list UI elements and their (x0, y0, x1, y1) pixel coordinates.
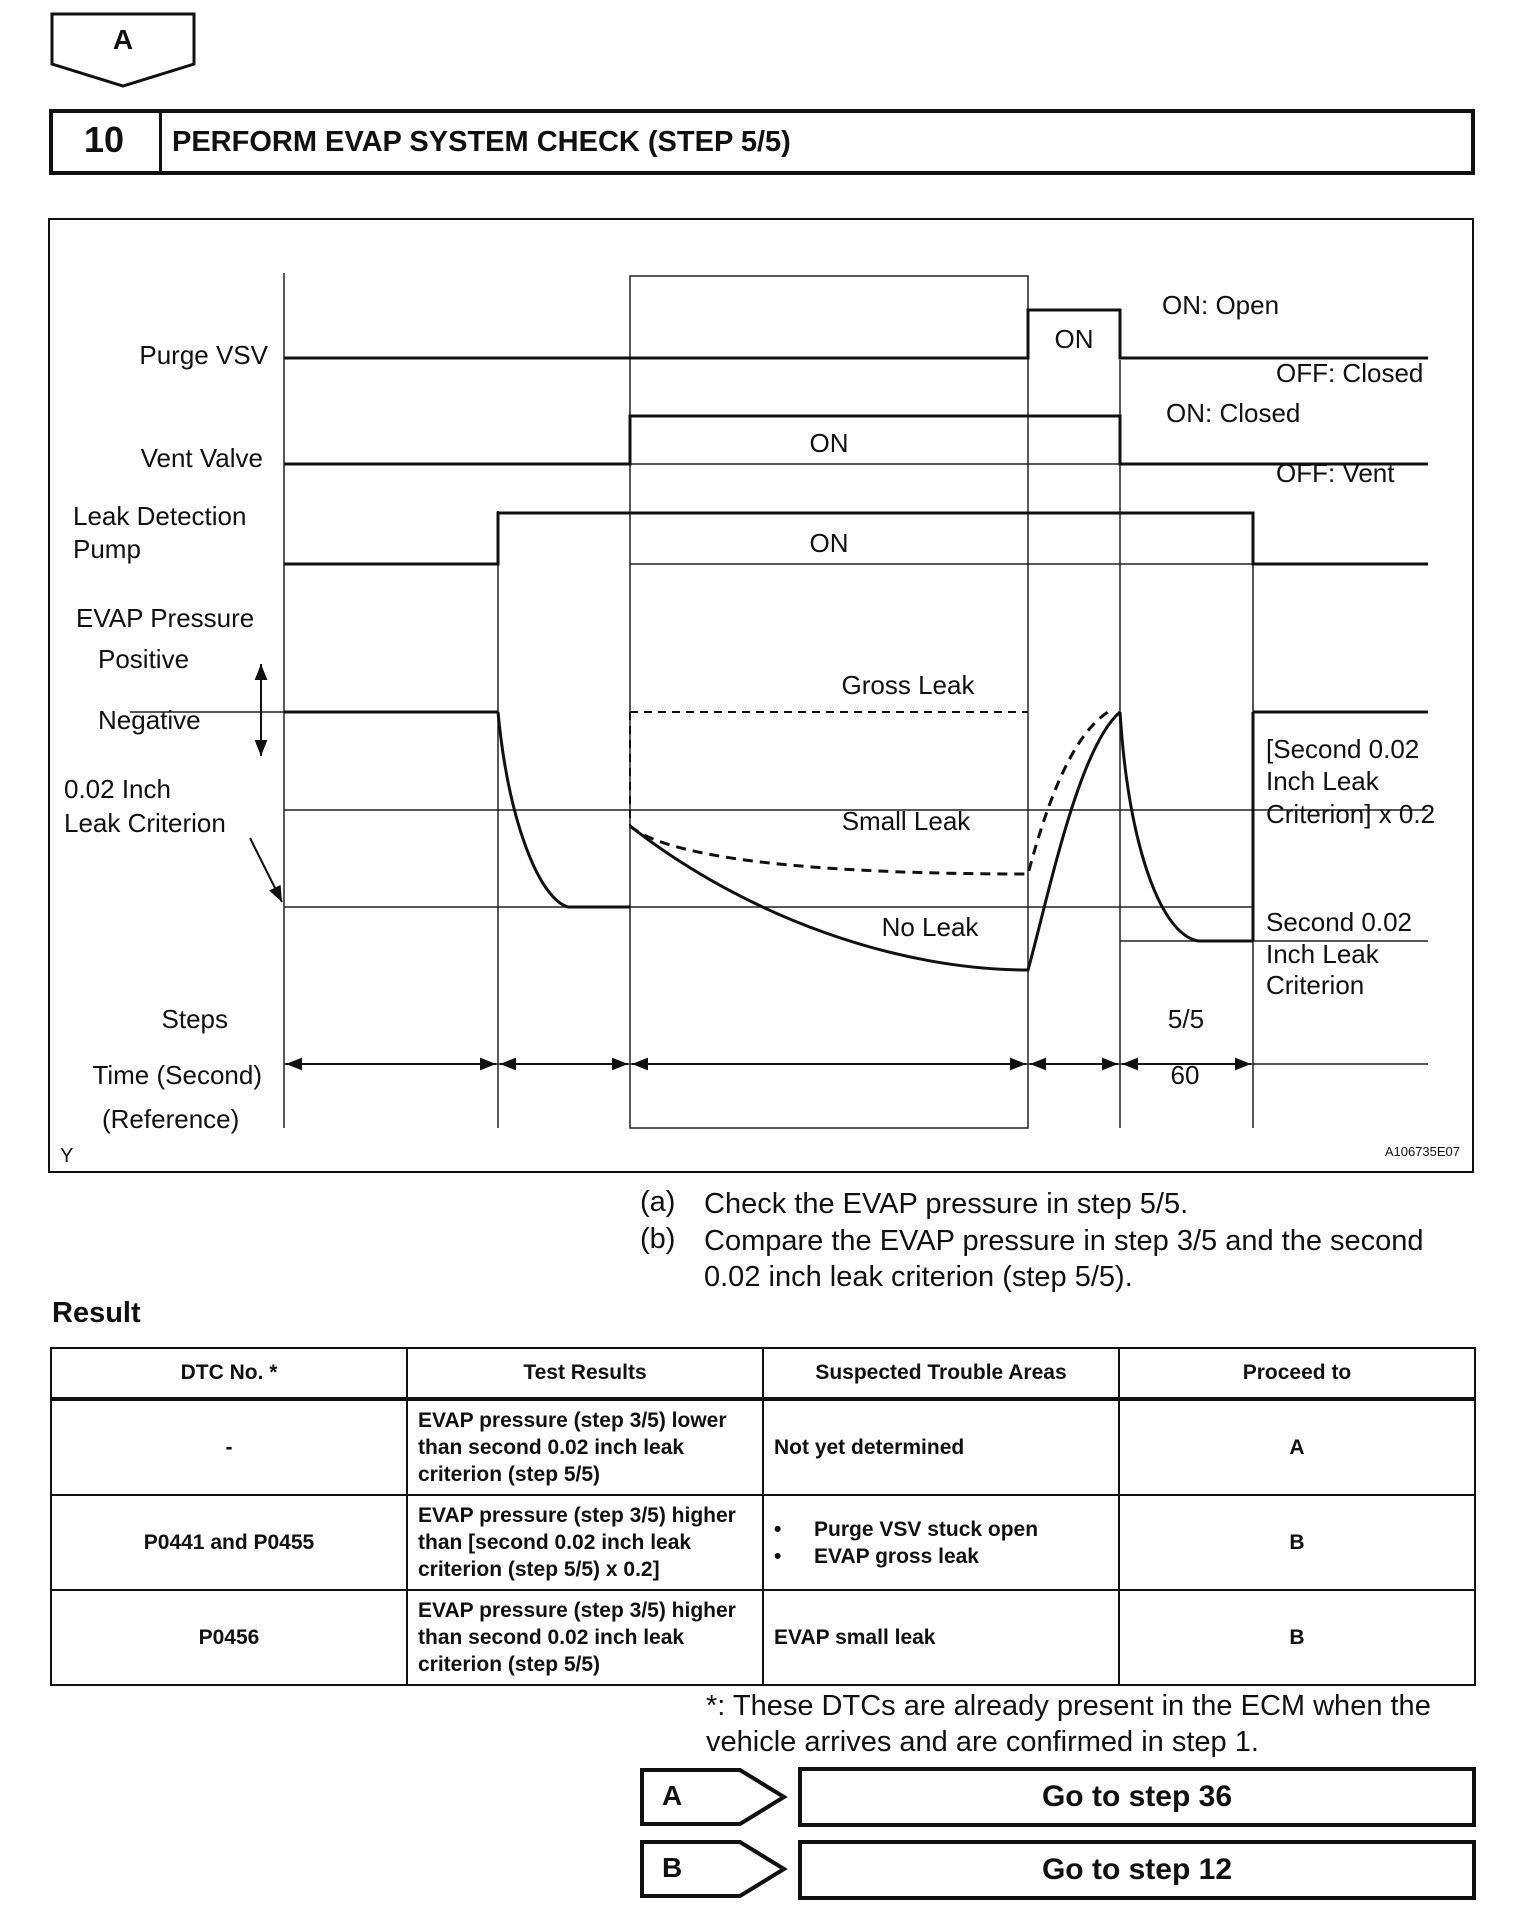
annot-second-line2: Inch Leak (1266, 939, 1379, 969)
annot-purge-on: ON (1054, 324, 1094, 354)
cell-trouble-area: Not yet determined (763, 1399, 1119, 1495)
trouble-area-item: • Purge VSV stuck open (804, 1516, 1108, 1543)
header-proceed: Proceed to (1119, 1348, 1475, 1399)
go-to-step-36-button[interactable]: Go to step 36 (798, 1767, 1476, 1827)
label-criterion-line2: Leak Criterion (64, 808, 226, 838)
cell-test-result: EVAP pressure (step 3/5) higher than [second 0.02 inch leak criterion (step 5/5) x 0.2] (407, 1495, 763, 1590)
label-purge-vsv: Purge VSV (139, 340, 268, 370)
result-heading: Result (52, 1297, 141, 1329)
cell-test-result: EVAP pressure (step 3/5) lower than second 0.02 inch leak criterion (step 5/5) (407, 1399, 763, 1495)
cell-proceed: A (1119, 1399, 1475, 1495)
go-to-step-12-button[interactable]: Go to step 12 (798, 1840, 1476, 1900)
annot-second-line1: Second 0.02 (1266, 907, 1413, 937)
label-leak-pump-line2: Pump (73, 534, 141, 564)
annot-time-value: 60 (1170, 1060, 1200, 1090)
header-dtc: DTC No. * (51, 1348, 407, 1399)
evap-timing-diagram (48, 218, 1474, 1174)
label-time: Time (Second) (92, 1060, 262, 1090)
annot-second-x02-line3: Criterion] x 0.2 (1266, 799, 1436, 829)
annot-on-open: ON: Open (1162, 290, 1280, 320)
label-steps: Steps (161, 1004, 228, 1034)
annot-off-closed: OFF: Closed (1276, 358, 1424, 388)
annot-no-leak: No Leak (881, 912, 979, 942)
cell-dtc: P0441 and P0455 (51, 1495, 407, 1590)
trouble-area-list (774, 1516, 1108, 1570)
table-row (51, 1495, 1475, 1590)
header-trouble-areas: Suspected Trouble Areas (763, 1348, 1119, 1399)
instruction-a-text: Check the EVAP pressure in step 5/5. (704, 1188, 1189, 1220)
label-reference: (Reference) (102, 1104, 240, 1134)
step-title: PERFORM EVAP SYSTEM CHECK (STEP 5/5) (172, 126, 791, 158)
annot-off-vent: OFF: Vent (1276, 458, 1395, 488)
label-positive: Positive (98, 644, 190, 674)
header-test-results: Test Results (407, 1348, 763, 1399)
figure-id: A106735E07 (1384, 1144, 1460, 1159)
nav-a-label: A (662, 1780, 683, 1811)
instruction-a-letter: (a) (640, 1186, 676, 1218)
step-marker-label: A (112, 24, 134, 55)
corner-y: Y (60, 1145, 74, 1167)
table-row (51, 1399, 1475, 1495)
cell-dtc: - (51, 1399, 407, 1495)
nav-b-label: B (662, 1852, 683, 1883)
instruction-b-text: Compare the EVAP pressure in step 3/5 and the second 0.02 inch leak criterion (step 5/5). (704, 1225, 1424, 1293)
label-vent-valve: Vent Valve (140, 443, 263, 473)
annot-vent-on: ON (809, 428, 849, 458)
table-row (51, 1590, 1475, 1685)
step-number: 10 (49, 109, 162, 175)
annot-gross-leak: Gross Leak (841, 670, 975, 700)
label-leak-pump-line1: Leak Detection (73, 501, 247, 531)
annot-on-closed: ON: Closed (1166, 398, 1301, 428)
footnote: *: These DTCs are already present in the ECM when the vehicle arrives and are confirmed in step 1. (706, 1690, 1431, 1758)
annot-pump-on: ON (809, 528, 849, 558)
cell-proceed: B (1119, 1590, 1475, 1685)
label-evap-pressure: EVAP Pressure (76, 603, 255, 633)
annot-second-line3: Criterion (1266, 970, 1365, 1000)
cell-dtc: P0456 (51, 1590, 407, 1685)
result-table (50, 1347, 1476, 1686)
annot-second-x02-line2: Inch Leak (1266, 766, 1379, 796)
trouble-area-item: • EVAP gross leak (804, 1543, 1108, 1570)
cell-trouble-area: EVAP small leak (763, 1590, 1119, 1685)
annot-small-leak: Small Leak (841, 806, 971, 836)
cell-trouble-area (763, 1495, 1119, 1590)
annot-second-x02-line1: [Second 0.02 (1266, 734, 1420, 764)
label-negative: Negative (98, 705, 201, 735)
label-criterion-line1: 0.02 Inch (64, 774, 171, 804)
cell-proceed: B (1119, 1495, 1475, 1590)
instruction-b-letter: (b) (640, 1223, 676, 1255)
annot-step-value: 5/5 (1167, 1004, 1205, 1034)
table-header-row (51, 1348, 1475, 1399)
cell-test-result: EVAP pressure (step 3/5) higher than second 0.02 inch leak criterion (step 5/5) (407, 1590, 763, 1685)
